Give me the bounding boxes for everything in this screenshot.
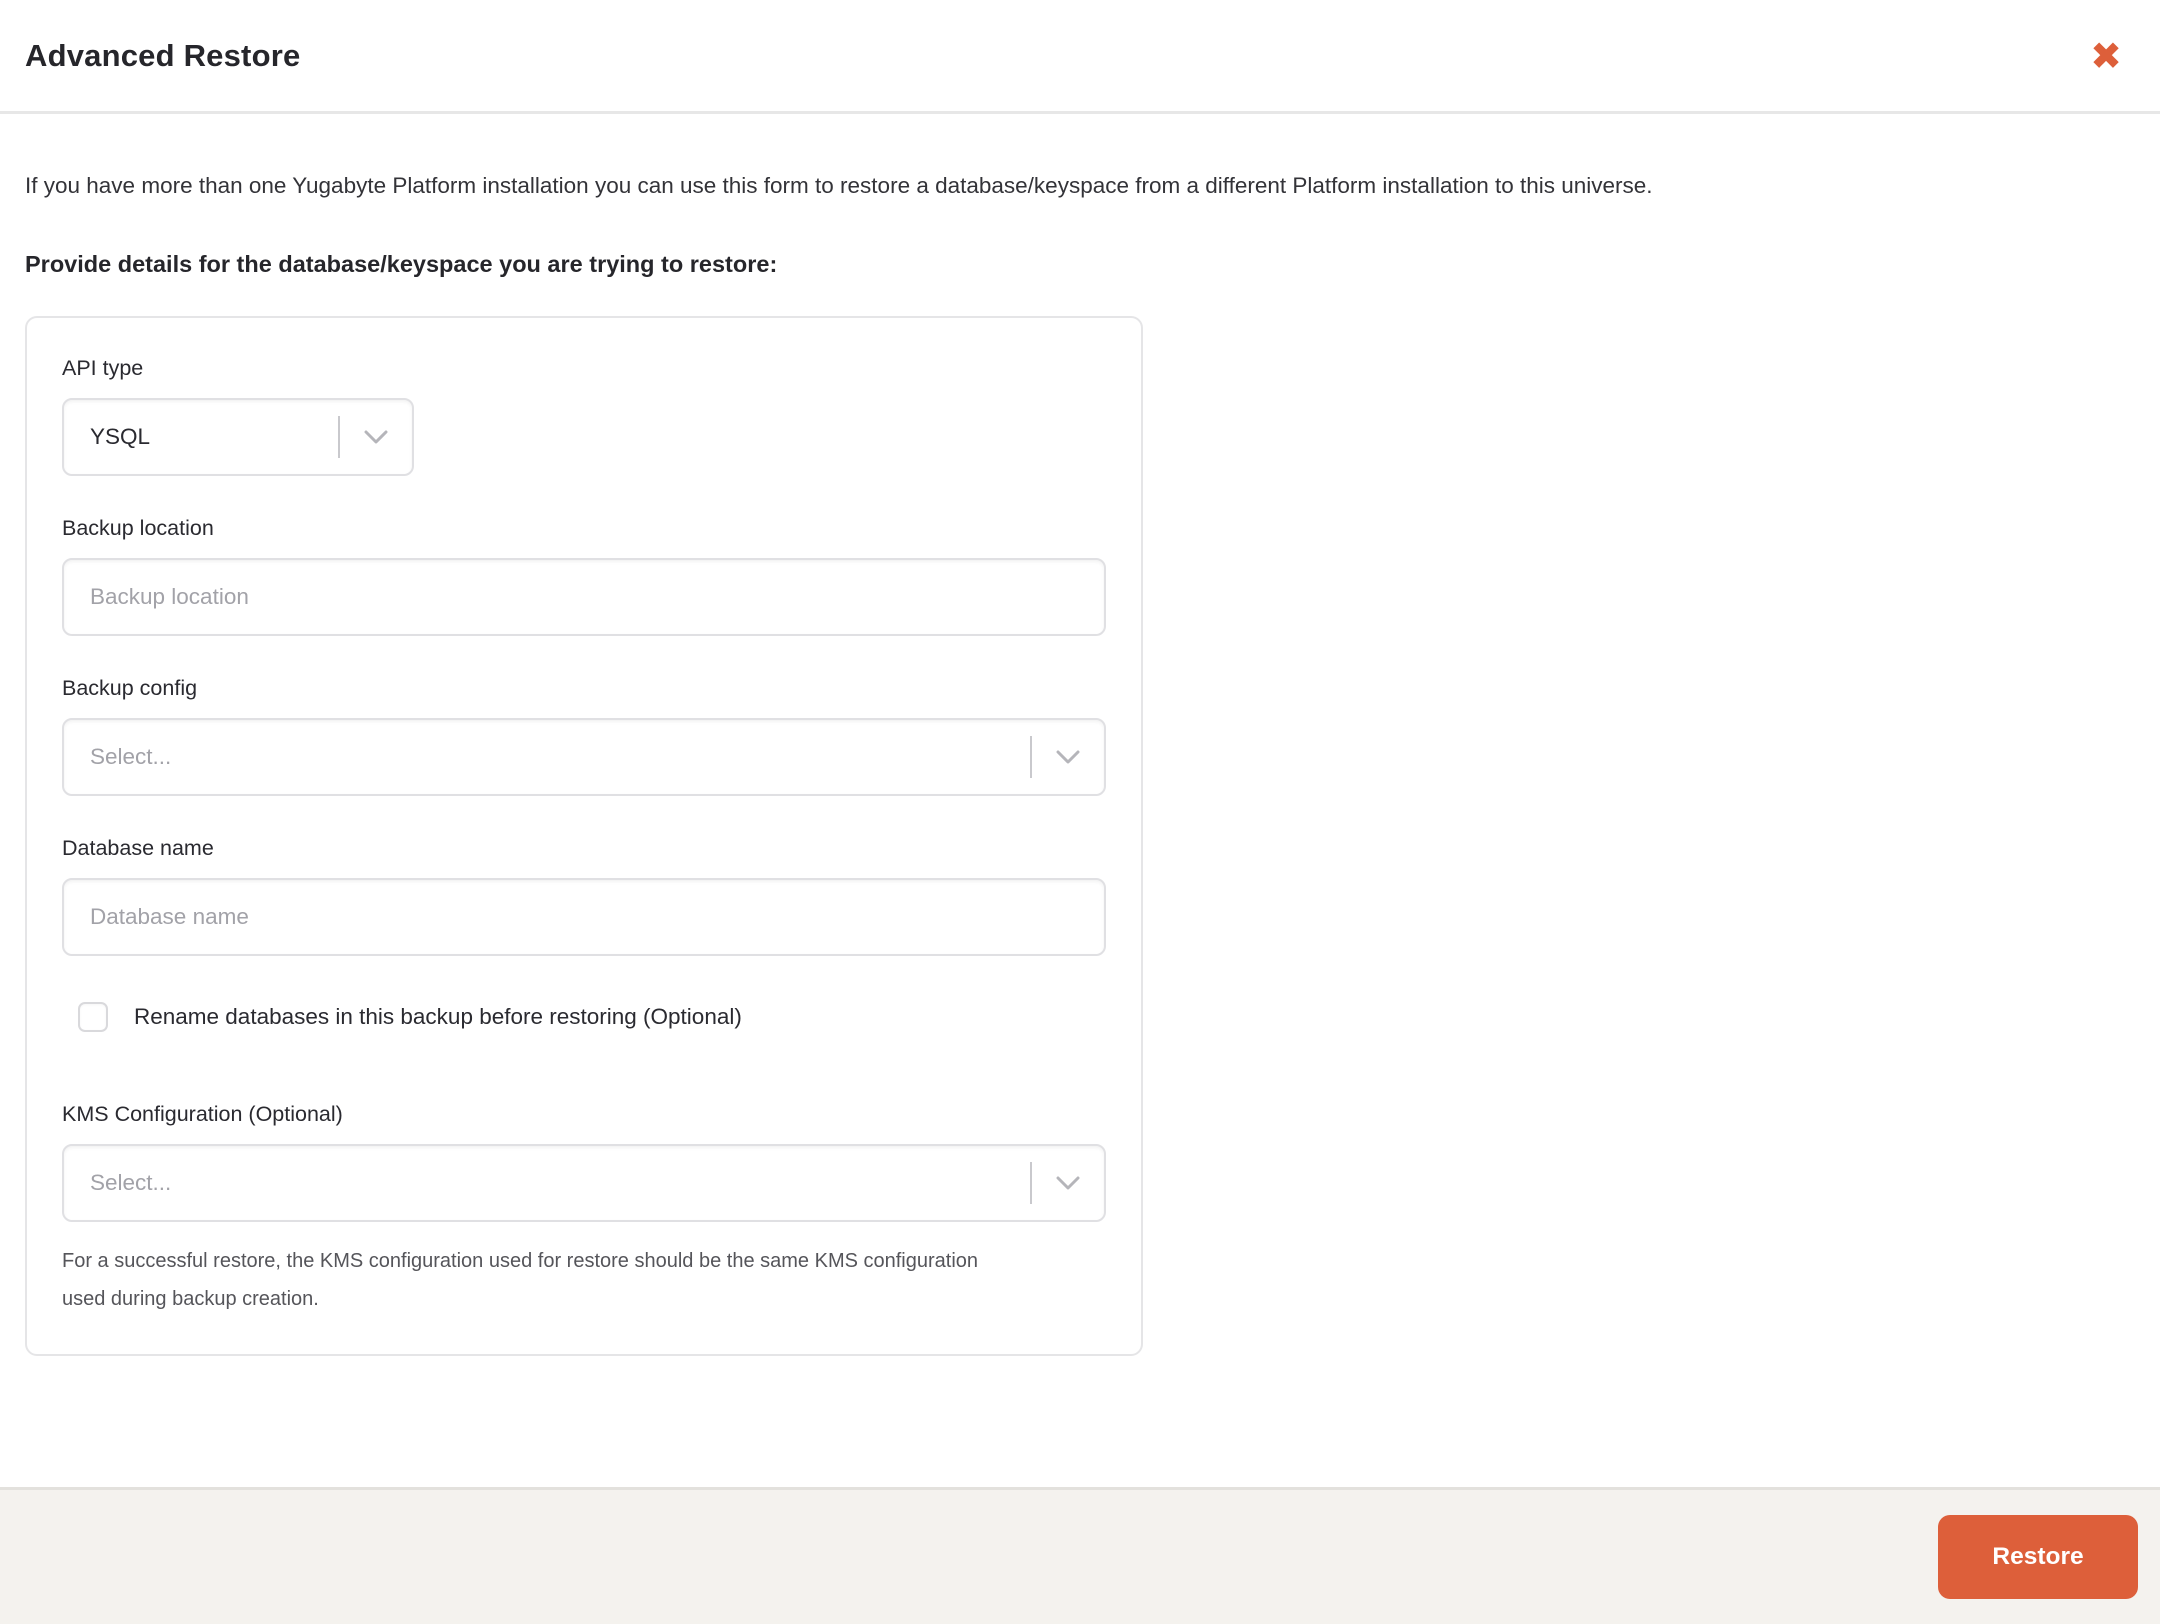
backup-config-field [62, 676, 1106, 796]
rename-databases-label: Rename databases in this backup before restoring (Optional) [134, 1004, 742, 1029]
modal-header [0, 0, 2160, 114]
kms-help-text: For a successful restore, the KMS configuration used for restore should be the same KMS configuration used during backup creation. [62, 1250, 979, 1310]
modal-body [0, 114, 2160, 1487]
chevron-down-icon [340, 430, 412, 444]
database-name-input[interactable] [62, 878, 1106, 956]
api-type-field [62, 356, 1106, 476]
chevron-down-icon [1032, 750, 1104, 764]
api-type-label: API type [62, 356, 144, 380]
section-heading: Provide details for the database/keyspace you are trying to restore: [25, 251, 778, 277]
intro-text: If you have more than one Yugabyte Platform installation you can use this form to restore a database/keyspace from a different Platform installation to this universe. [25, 173, 1653, 198]
backup-config-label: Backup config [62, 676, 198, 700]
rename-databases-row [78, 1002, 1106, 1032]
restore-form-card [25, 316, 1143, 1356]
restore-button[interactable]: Restore [1938, 1515, 2138, 1599]
api-type-select[interactable] [62, 398, 414, 476]
backup-location-field [62, 516, 1106, 636]
modal-footer [0, 1487, 2160, 1624]
database-name-field [62, 836, 1106, 956]
backup-config-placeholder: Select... [90, 744, 172, 769]
kms-config-placeholder: Select... [90, 1170, 172, 1195]
kms-config-select[interactable] [62, 1144, 1106, 1222]
backup-config-select[interactable] [62, 718, 1106, 796]
chevron-down-icon [1032, 1176, 1104, 1190]
database-name-label: Database name [62, 836, 214, 860]
modal-title: Advanced Restore [25, 37, 301, 73]
backup-location-input[interactable] [62, 558, 1106, 636]
api-type-value: YSQL [90, 424, 151, 449]
backup-location-label: Backup location [62, 516, 214, 540]
rename-databases-checkbox[interactable] [78, 1002, 108, 1032]
close-icon[interactable]: ✖ [2082, 33, 2130, 79]
kms-config-field [62, 1102, 1106, 1318]
kms-config-label: KMS Configuration (Optional) [62, 1102, 343, 1126]
